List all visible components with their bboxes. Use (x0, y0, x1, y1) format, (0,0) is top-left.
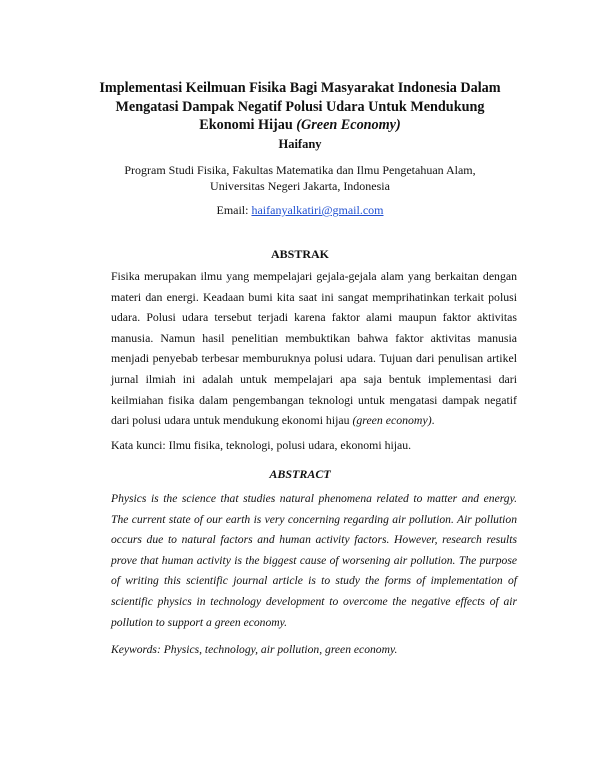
abstrak-end: . (431, 413, 435, 428)
abstrak-text: Fisika merupakan ilmu yang mempelajari gejala-gejala alam yang berkaitan dengan materi dan energi. Keadaan bumi kita saat ini sangat memprihatinkan terkait polusi udara. Polusi udara tersebut terjadi karena faktor alami maupun faktor aktivitas manusia. Namun hasil penelitian membuktikan bahwa faktor aktivitas manusia menjadi penyebab terbesar memburuknya polusi udara. Tujuan dari penulisan artikel jurnal ilmiah ini adalah untuk mempelajari apa saja bentuk implementasi dari keilmiahan fisika dalam pengembangan teknologi untuk mengatasi dampak negatif dari polusi udara untuk mendukung ekonomi hijau (111, 269, 517, 428)
abstract-heading: ABSTRACT (269, 467, 331, 481)
abstract-keywords: Keywords: Physics, technology, air pollution, green economy. (111, 643, 398, 656)
abstrak-heading: ABSTRAK (270, 247, 329, 261)
email-link[interactable]: haifanyalkatiri@gmail.com (251, 203, 384, 217)
paper-title-italic: (Green Economy) (296, 117, 401, 133)
abstrak-italic-term: (green economy) (352, 413, 432, 428)
abstrak-body (111, 266, 517, 431)
author-affiliation: Program Studi Fisika, Fakultas Matematika dan Ilmu Pengetahuan Alam, Universitas Negeri Jakarta, Indonesia (124, 163, 476, 193)
author-name: Haifany (278, 137, 322, 151)
paper-title (90, 79, 510, 135)
abstract-body: Physics is the science that studies natural phenomena related to matter and energy. The current state of our earth is very concerning regarding air pollution. Air pollution occurs due to natural factors and human activity factors. However, research results prove that human activity is the biggest cause of worsening air pollution. The purpose of writing this scientific journal article is to study the forms of implementation of scientific physics in technology development to overcome the negative effects of air pollution to support a green economy. (111, 492, 517, 629)
paper-title-main: Implementasi Keilmuan Fisika Bagi Masyarakat Indonesia Dalam Mengatasi Dampak Negatif Polusi Udara Untuk Mendukung Ekonomi Hijau (99, 80, 501, 133)
email-label: Email: (216, 203, 252, 217)
author-email-line (100, 202, 500, 218)
kata-kunci: Kata kunci: Ilmu fisika, teknologi, polusi udara, ekonomi hijau. (111, 438, 412, 452)
